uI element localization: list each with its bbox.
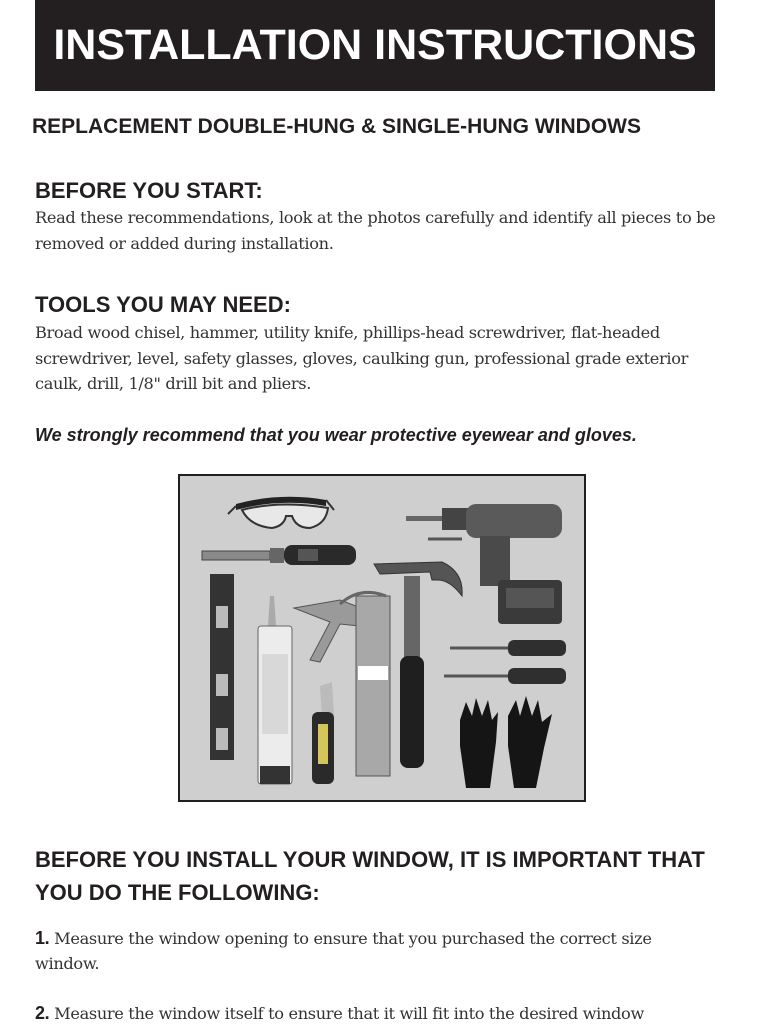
safety-recommendation: We strongly recommend that you wear protective eyewear and gloves. [35, 425, 637, 445]
tools-text: Broad wood chisel, hammer, utility knife, phillips-head screwdriver, flat-headed screwdriver, level, safety glasses, gloves, caulking gun, professional grade exterior caulk, drill, 1/8" drill bit and pliers. [35, 323, 689, 393]
page-title: INSTALLATION INSTRUCTIONS [53, 21, 697, 69]
chisel-image [202, 545, 356, 565]
step-1-number: 1. [35, 928, 50, 948]
gloves-image [460, 696, 552, 788]
screwdrivers-image [444, 640, 566, 684]
level-image [210, 574, 234, 760]
utility-knife-image [312, 682, 334, 784]
step-2-number: 2. [35, 1003, 50, 1023]
important-heading: BEFORE YOU INSTALL YOUR WINDOW, IT IS IMPORTANT THAT YOU DO THE FOLLOWING: [35, 847, 705, 905]
step-1-text: Measure the window opening to ensure that you purchased the correct size window. [35, 929, 652, 973]
before-start-heading: BEFORE YOU START: [35, 178, 263, 203]
step-1 [35, 926, 695, 976]
caulk-tube-image [258, 596, 292, 784]
before-start-text: Read these recommendations, look at the photos carefully and identify all pieces to be removed or added during installation. [35, 208, 716, 253]
tools-heading: TOOLS YOU MAY NEED: [35, 292, 291, 317]
page-subtitle: REPLACEMENT DOUBLE-HUNG & SINGLE-HUNG WINDOWS [32, 115, 641, 138]
step-2 [35, 1001, 695, 1026]
title-banner [35, 0, 715, 91]
safety-glasses-image [228, 497, 334, 528]
step-2-text: Measure the window itself to ensure that it will fit into the desired window [54, 1004, 644, 1023]
caulking-gun-image [294, 592, 390, 776]
tools-photo [178, 474, 586, 802]
